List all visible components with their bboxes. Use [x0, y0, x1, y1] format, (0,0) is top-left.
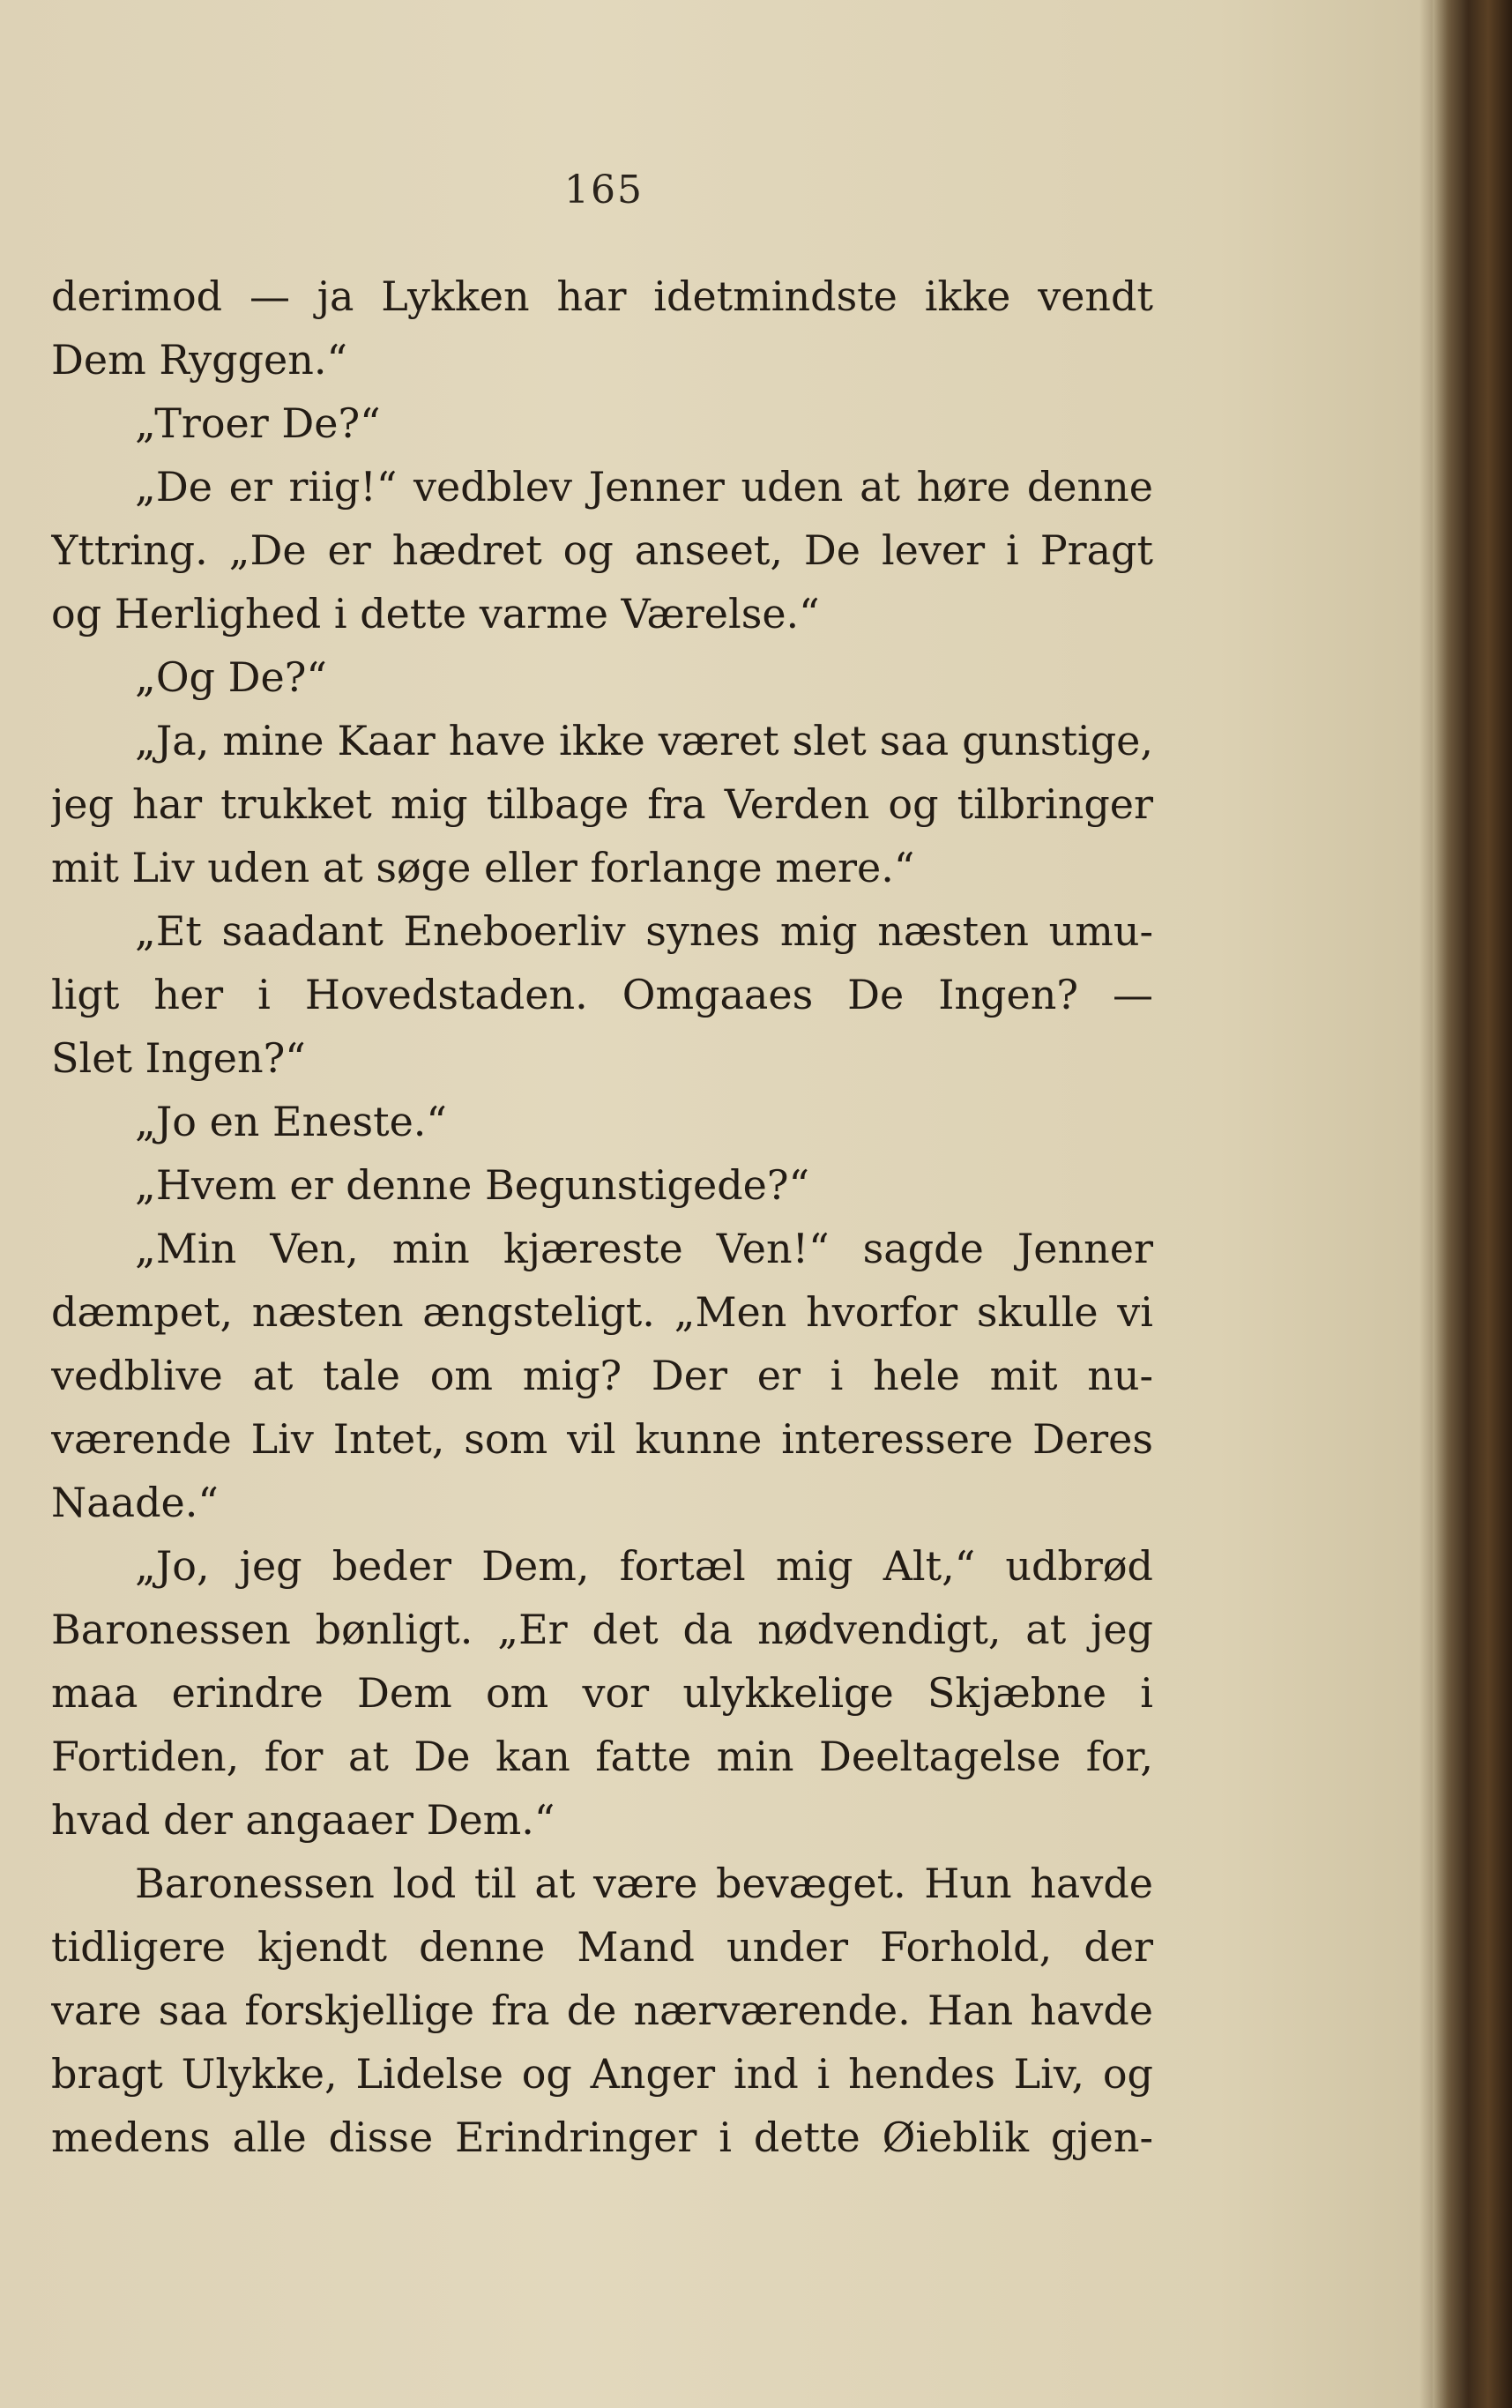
text-line: Baronessen lod til at være bevæget. Hun havde	[135, 1860, 1153, 1907]
text-line: „De er riig!“ vedblev Jenner uden at høre denne	[135, 463, 1153, 511]
body-text	[51, 265, 1153, 2169]
text-line: Slet Ingen?“	[51, 1034, 306, 1082]
text-line: Naade.“	[51, 1479, 219, 1526]
text-line: jeg har trukket mig tilbage fra Verden og tilbringer	[51, 780, 1153, 828]
text-line: Dem Ryggen.“	[51, 336, 348, 384]
book-spine	[1433, 0, 1512, 2408]
text-line: „Hvem er denne Begunstigede?“	[135, 1161, 810, 1209]
text-line: dæmpet, næsten ængsteligt. „Men hvorfor skulle vi	[51, 1288, 1153, 1336]
text-line: „Jo en Eneste.“	[135, 1098, 447, 1145]
text-line: derimod — ja Lykken har idetmindste ikke vendt	[51, 272, 1153, 320]
text-line: bragt Ulykke, Lidelse og Anger ind i hendes Liv, og	[51, 2050, 1153, 2098]
text-line: værende Liv Intet, som vil kunne interessere Deres	[51, 1415, 1153, 1463]
text-line: og Herlighed i dette varme Værelse.“	[51, 590, 820, 637]
text-line: vedblive at tale om mig? Der er i hele mit nu-	[51, 1352, 1153, 1399]
text-line: Yttring. „De er hædret og anseet, De lever i Pragt	[51, 526, 1153, 574]
text-line: „Ja, mine Kaar have ikke været slet saa gunstige,	[135, 717, 1153, 764]
text-line: Baronessen bønligt. „Er det da nødvendigt, at jeg	[51, 1606, 1153, 1653]
text-line: hvad der angaaer Dem.“	[51, 1796, 555, 1844]
text-line: „Og De?“	[135, 653, 327, 701]
text-line: maa erindre Dem om vor ulykkelige Skjæbne i	[51, 1669, 1153, 1717]
text-line: „Min Ven, min kjæreste Ven!“ sagde Jenner	[135, 1225, 1153, 1272]
text-line: vare saa forskjellige fra de nærværende. Han havde	[51, 1987, 1153, 2034]
text-line: Fortiden, for at De kan fatte min Deeltagelse for,	[51, 1733, 1153, 1780]
text-line: „Jo, jeg beder Dem, fortæl mig Alt,“ udbrød	[135, 1542, 1153, 1590]
text-line: „Et saadant Eneboerliv synes mig næsten umu-	[135, 907, 1153, 955]
text-line: „Troer De?“	[135, 399, 381, 447]
text-line: medens alle disse Erindringer i dette Øieblik gjen-	[51, 2114, 1153, 2161]
page-number: 165	[564, 168, 644, 212]
text-line: ligt her i Hovedstaden. Omgaaes De Ingen? —	[51, 971, 1153, 1018]
text-line: mit Liv uden at søge eller forlange mere.“	[51, 844, 915, 891]
text-line: tidligere kjendt denne Mand under Forhold, der	[51, 1923, 1153, 1971]
